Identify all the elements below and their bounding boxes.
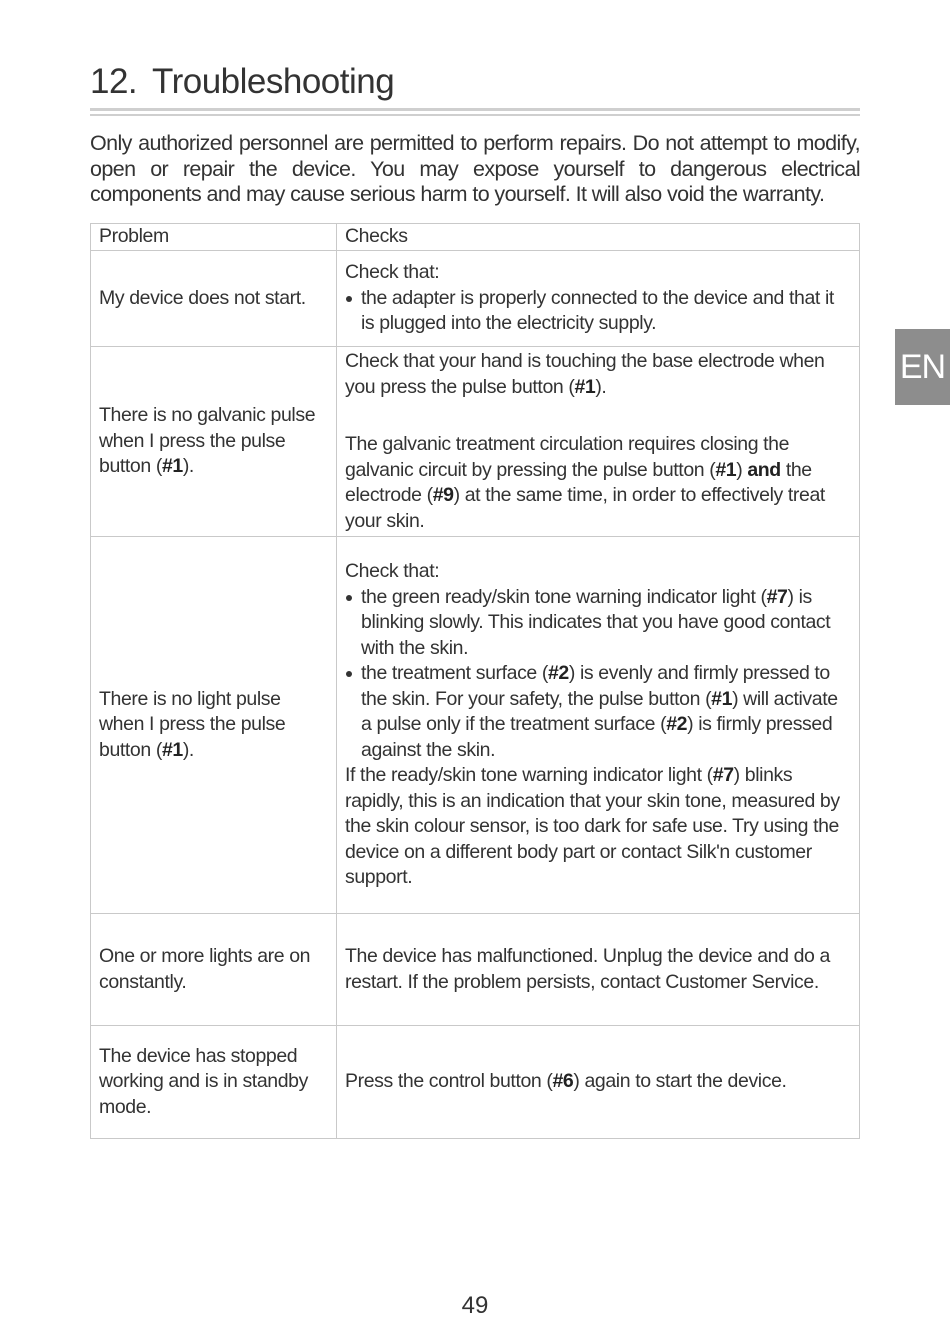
problem-cell: My device does not start.	[91, 251, 337, 347]
page-number: 49	[461, 1292, 489, 1319]
check-paragraph: If the ready/skin tone warning indicator light (#7) blinks rapidly, this is an indication that your skin tone, measured by the skin colour sensor, is too dark for safe use. Try using the device on a different body part or contact Silk'n customer support.	[345, 764, 840, 889]
checks-cell	[337, 251, 860, 347]
problem-cell: There is no light pulse when I press the pulse button (#1).	[91, 537, 337, 914]
title-divider	[90, 108, 860, 116]
table-row	[91, 914, 860, 1026]
troubleshooting-table	[90, 223, 860, 1139]
checks-cell: The device has malfunctioned. Unplug the device and do a restart. If the problem persists, contact Customer Service.	[337, 914, 860, 1026]
check-intro: Check that:	[345, 560, 440, 583]
problem-cell: There is no galvanic pulse when I press the pulse button (#1).	[91, 347, 337, 537]
table-row	[91, 251, 860, 347]
section-number: 12.	[90, 62, 138, 101]
safety-warning-paragraph: Only authorized personnel are permitted to perform repairs. Do not attempt to modify, open or repair the device. You may expose yourself to dangerous electrical components and may cause serious harm to yourself. It will also void the warranty.	[90, 131, 860, 206]
problem-cell: The device has stopped working and is in standby mode.	[91, 1026, 337, 1139]
check-bullet: the green ready/skin tone warning indicator light (#7) is blinking slowly. This indicates that you have good contact with the skin.	[345, 585, 851, 662]
check-bullet: the treatment surface (#2) is evenly and firmly pressed to the skin. For your safety, the pulse button (#1) will activate a pulse only if the treatment surface (#2) is firmly pressed against the skin.	[345, 661, 851, 763]
check-bullet: the adapter is properly connected to the device and that it is plugged into the electricity supply.	[345, 286, 851, 337]
check-paragraph: The galvanic treatment circulation requires closing the galvanic circuit by pressing the pulse button (#1) and the electrode (#9) at the same time, in order to effectively treat your skin.	[345, 433, 825, 532]
checks-cell: Press the control button (#6) again to start the device.	[337, 1026, 860, 1139]
header-checks: Checks	[337, 224, 860, 251]
section-title-text: Troubleshooting	[152, 62, 395, 101]
language-tab: EN	[895, 329, 950, 405]
checks-cell	[337, 347, 860, 537]
table-row	[91, 347, 860, 537]
table-row	[91, 1026, 860, 1139]
table-row	[91, 537, 860, 914]
header-problem: Problem	[91, 224, 337, 251]
checks-cell	[337, 537, 860, 914]
section-title	[90, 62, 394, 102]
check-paragraph: Check that your hand is touching the base electrode when you press the pulse button (#1).	[345, 350, 825, 398]
check-intro: Check that:	[345, 261, 440, 284]
table-header-row	[91, 224, 860, 251]
problem-cell: One or more lights are on constantly.	[91, 914, 337, 1026]
